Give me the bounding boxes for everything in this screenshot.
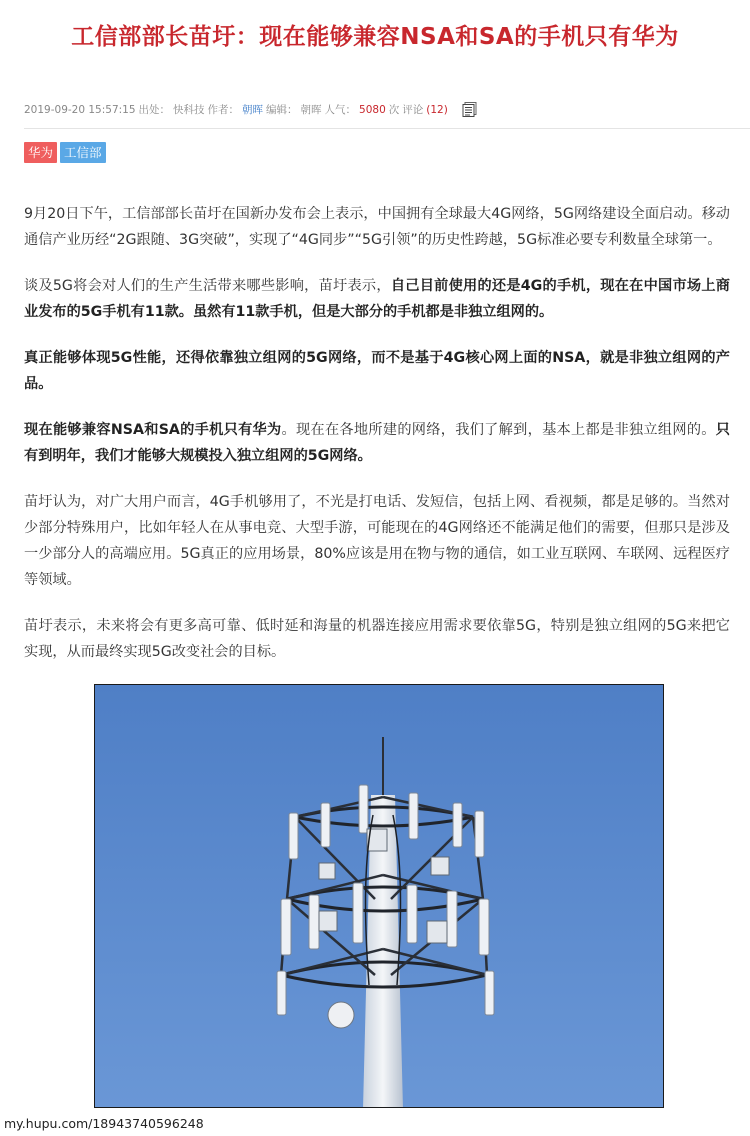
cell-tower-illustration: [95, 685, 664, 1108]
tag-miit[interactable]: 工信部: [60, 142, 106, 163]
tag-list: [24, 142, 106, 163]
publish-datetime: 2019-09-20 15:57:15: [24, 103, 136, 116]
paragraph-4-bold-tail: 只有到明年，我们才能够大规模投入独立组网的5G网络。: [24, 422, 730, 464]
paragraph-2-bold: 自己目前使用的还是4G的手机，现在在中国市场上商业发布的5G手机有11款。虽然有11款手机，但是大部分的手机都是非独立组网的。: [24, 278, 730, 320]
popularity-label: 人气：: [324, 104, 357, 116]
article-meta: [24, 102, 481, 117]
paragraph-1: 9月20日下午，工信部部长苗圩在国新办发布会上表示，中国拥有全球最大4G网络，5G网络建设全面启动。移动通信产业历经“2G跟随、3G突破”，实现了“4G同步”“5G引领”的历史性跨越，5G标准必要专利数量全球第一。: [24, 206, 730, 248]
paragraph-4: [24, 417, 730, 469]
editor-value: 朝晖: [300, 104, 322, 116]
cell-tower-photo: [94, 684, 664, 1108]
author-label: 作者：: [207, 104, 240, 116]
paragraph-3-bold: 真正能够体现5G性能，还得依靠独立组网的5G网络，而不是基于4G核心网上面的NSA，就是非独立组网的产品。: [24, 350, 730, 392]
comments-count: (12): [426, 104, 448, 116]
paragraph-4-text: 。现在在各地所建的网络，我们了解到，基本上都是非独立组网的。: [281, 422, 716, 438]
popularity-count: 5080: [359, 103, 386, 116]
paragraph-4-bold-lead: 现在能够兼容NSA和SA的手机只有华为: [24, 422, 282, 438]
tag-huawei[interactable]: 华为: [24, 142, 57, 163]
paragraph-6: 苗圩表示，未来将会有更多高可靠、低时延和海量的机器连接应用需求要依靠5G，特别是独立组网的5G来把它实现，从而最终实现5G改变社会的目标。: [24, 618, 730, 660]
article-body: [24, 201, 730, 685]
comments-link[interactable]: [402, 102, 451, 117]
author-link[interactable]: 朝晖: [242, 104, 264, 116]
source-label: 出处：: [138, 104, 171, 116]
paragraph-5: 苗圩认为，对广大用户而言，4G手机够用了，不光是打电话、发短信，包括上网、看视频，都是足够的。当然对少部分特殊用户，比如年轻人在从事电竞、大型手游，可能现在的4G网络还不能满足他们的需要，但那只是涉及一少部分人的高端应用。5G真正的应用场景，80%应该是用在物与物的通信，如工业互联网、车联网、远程医疗等领域。: [24, 494, 730, 588]
paragraph-2-text: 谈及5G将会对人们的生产生活带来哪些影响，苗圩表示，: [24, 278, 391, 294]
popularity-unit: 次: [388, 104, 400, 116]
paragraph-2: [24, 273, 730, 325]
document-icon[interactable]: [462, 102, 478, 117]
source-value: 快科技: [173, 104, 205, 116]
meta-divider: [24, 128, 750, 129]
editor-label: 编辑：: [266, 104, 298, 116]
article-title: 工信部部长苗圩：现在能够兼容NSA和SA的手机只有华为: [71, 24, 679, 50]
watermark-url: my.hupu.com/18943740596248: [4, 1116, 204, 1131]
comments-label: 评论: [402, 104, 424, 116]
paragraph-3: [24, 345, 730, 397]
